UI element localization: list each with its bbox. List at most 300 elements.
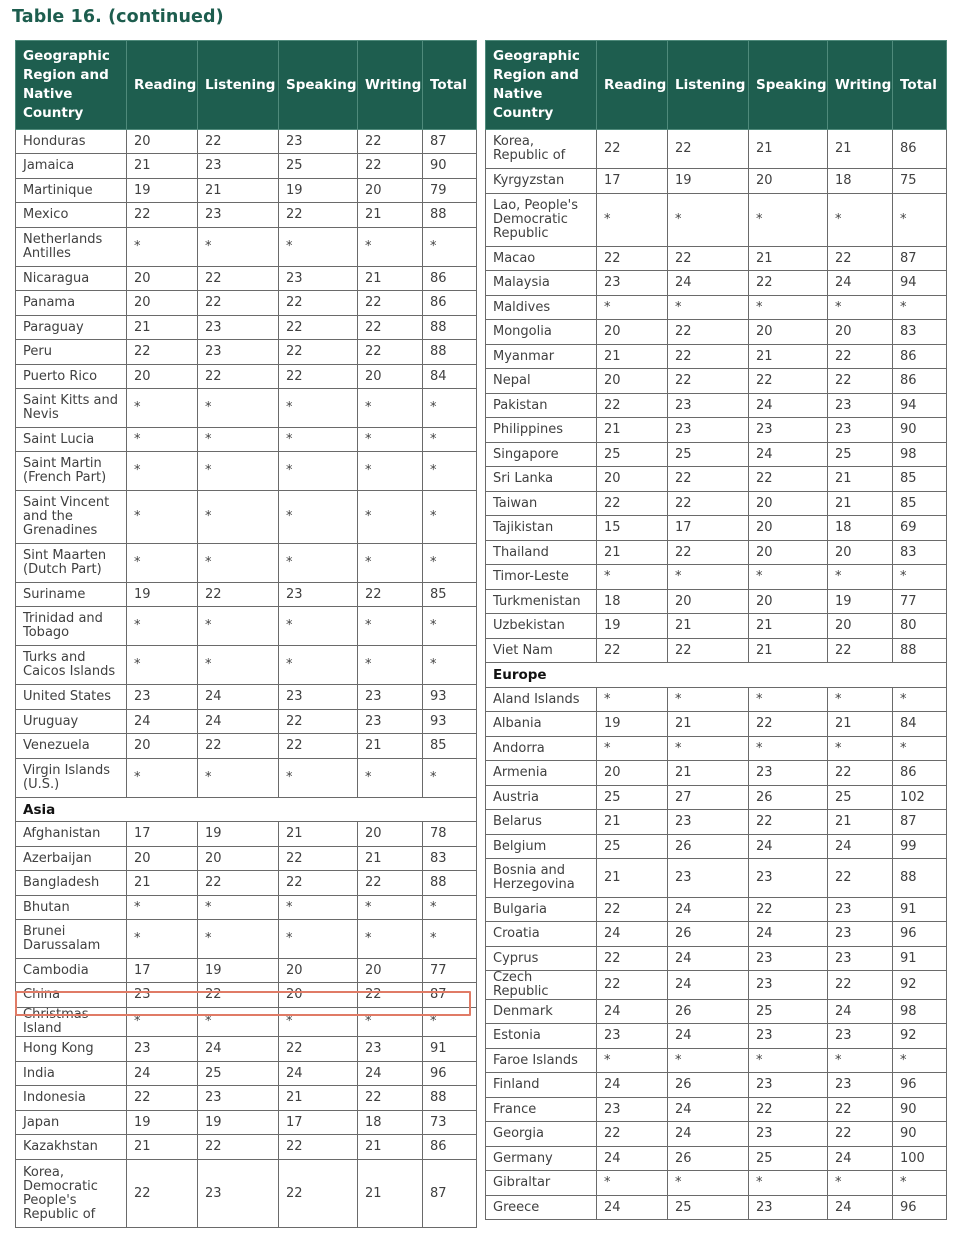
speaking-cell: 22 <box>749 810 828 835</box>
reading-cell: 19 <box>597 614 668 639</box>
speaking-cell: 23 <box>279 130 358 154</box>
table-row <box>16 685 477 710</box>
speaking-cell: * <box>279 646 358 685</box>
table-row <box>16 920 477 959</box>
country-cell: Japan <box>16 1111 127 1135</box>
table-row <box>16 130 477 154</box>
speaking-cell: 20 <box>279 959 358 983</box>
writing-cell: 23 <box>828 418 893 443</box>
country-cell: Viet Nam <box>486 639 597 663</box>
country-cell: Bosnia and Herzegovina <box>486 859 597 898</box>
speaking-cell: * <box>279 389 358 428</box>
writing-cell: * <box>358 896 423 920</box>
listening-cell: 22 <box>668 320 749 345</box>
country-cell: Maldives <box>486 296 597 320</box>
table-row <box>486 541 947 565</box>
speaking-cell: 21 <box>279 822 358 847</box>
table-row <box>486 320 947 345</box>
listening-cell: 19 <box>198 959 279 983</box>
total-cell: 79 <box>423 179 477 203</box>
table-title: Table 16. (continued) <box>12 7 224 27</box>
reading-cell: 20 <box>127 847 198 871</box>
listening-cell: 21 <box>668 761 749 786</box>
total-cell: 85 <box>893 467 947 492</box>
country-cell: Jamaica <box>16 154 127 179</box>
table-row <box>16 710 477 734</box>
writing-cell: 22 <box>828 859 893 898</box>
speaking-cell: 23 <box>749 1196 828 1220</box>
total-cell: 87 <box>893 247 947 271</box>
listening-cell: * <box>668 565 749 590</box>
writing-cell: 22 <box>828 247 893 271</box>
country-cell: Korea, Republic of <box>486 130 597 169</box>
listening-cell: 24 <box>668 1024 749 1049</box>
country-cell: Belgium <box>486 835 597 859</box>
listening-cell: * <box>198 1008 279 1037</box>
listening-cell: * <box>668 1171 749 1196</box>
country-cell: Nepal <box>486 369 597 394</box>
listening-cell: * <box>668 688 749 712</box>
country-cell: Germany <box>486 1147 597 1171</box>
reading-cell: 22 <box>597 639 668 663</box>
total-cell: 87 <box>423 130 477 154</box>
speaking-cell: * <box>279 607 358 646</box>
reading-cell: * <box>127 896 198 920</box>
listening-cell: 19 <box>198 822 279 847</box>
speaking-cell: 21 <box>279 1086 358 1111</box>
total-cell: 93 <box>423 710 477 734</box>
country-cell: Pakistan <box>486 394 597 418</box>
reading-cell: 23 <box>597 271 668 296</box>
speaking-cell: * <box>749 1049 828 1073</box>
writing-cell: 22 <box>828 971 893 1000</box>
writing-cell: * <box>828 737 893 761</box>
total-cell: 92 <box>893 1024 947 1049</box>
country-cell: Aland Islands <box>486 688 597 712</box>
writing-cell: 25 <box>828 443 893 467</box>
table-row <box>16 491 477 544</box>
listening-cell: 19 <box>668 169 749 194</box>
writing-cell: 23 <box>828 1073 893 1098</box>
listening-cell: 22 <box>198 1135 279 1160</box>
reading-cell: * <box>127 1008 198 1037</box>
writing-cell: 22 <box>358 154 423 179</box>
writing-cell: 22 <box>358 983 423 1008</box>
listening-cell: 25 <box>668 443 749 467</box>
listening-cell: * <box>198 607 279 646</box>
total-cell: * <box>893 565 947 590</box>
speaking-cell: * <box>749 296 828 320</box>
listening-cell: 25 <box>668 1196 749 1220</box>
total-cell: 88 <box>423 871 477 896</box>
listening-cell: 23 <box>198 340 279 365</box>
reading-cell: 24 <box>127 710 198 734</box>
speaking-cell: 23 <box>749 1073 828 1098</box>
country-cell: Uzbekistan <box>486 614 597 639</box>
writing-cell: 21 <box>358 267 423 291</box>
writing-cell: 21 <box>358 734 423 759</box>
country-cell: Thailand <box>486 541 597 565</box>
listening-cell: 23 <box>668 418 749 443</box>
reading-cell: 21 <box>597 541 668 565</box>
total-cell: 77 <box>423 959 477 983</box>
country-cell: China <box>16 983 127 1008</box>
total-cell: 86 <box>893 130 947 169</box>
total-cell: 87 <box>423 983 477 1008</box>
table-row <box>486 947 947 971</box>
speaking-cell: 26 <box>749 786 828 810</box>
total-cell: 102 <box>893 786 947 810</box>
country-cell: Estonia <box>486 1024 597 1049</box>
table-row <box>486 590 947 614</box>
reading-cell: * <box>127 920 198 959</box>
total-cell: 85 <box>423 583 477 607</box>
reading-cell: 25 <box>597 443 668 467</box>
listening-cell: 22 <box>198 583 279 607</box>
speaking-cell: 22 <box>279 734 358 759</box>
total-cell: * <box>423 544 477 583</box>
listening-cell: 17 <box>668 516 749 541</box>
speaking-cell: 23 <box>749 971 828 1000</box>
country-cell: Mongolia <box>486 320 597 345</box>
total-cell: 77 <box>893 590 947 614</box>
country-cell: Turkmenistan <box>486 590 597 614</box>
table-row <box>16 228 477 267</box>
header-speaking: Speaking <box>749 41 828 130</box>
speaking-cell: 22 <box>749 1098 828 1122</box>
section-row <box>16 798 477 822</box>
listening-cell: 26 <box>668 922 749 947</box>
country-cell: Bhutan <box>16 896 127 920</box>
reading-cell: 19 <box>127 1111 198 1135</box>
table-row <box>486 810 947 835</box>
total-cell: 88 <box>893 859 947 898</box>
table-row <box>16 179 477 203</box>
table-row <box>486 614 947 639</box>
table-row <box>16 871 477 896</box>
writing-cell: * <box>358 228 423 267</box>
reading-cell: 23 <box>597 1098 668 1122</box>
writing-cell: 22 <box>358 1086 423 1111</box>
table-row <box>486 1147 947 1171</box>
table-row <box>486 922 947 947</box>
speaking-cell: * <box>279 896 358 920</box>
listening-cell: * <box>198 544 279 583</box>
header-country: Geographic Region and Native Country <box>16 41 127 130</box>
table-row <box>486 345 947 369</box>
table-row <box>486 859 947 898</box>
total-cell: 94 <box>893 394 947 418</box>
reading-cell: 20 <box>127 734 198 759</box>
country-cell: Greece <box>486 1196 597 1220</box>
table-row <box>16 1111 477 1135</box>
reading-cell: * <box>127 544 198 583</box>
country-cell: India <box>16 1062 127 1086</box>
speaking-cell: * <box>749 688 828 712</box>
writing-cell: 23 <box>358 685 423 710</box>
table-row <box>16 896 477 920</box>
total-cell: * <box>423 491 477 544</box>
country-cell: Saint Martin (French Part) <box>16 452 127 491</box>
reading-cell: * <box>127 491 198 544</box>
writing-cell: * <box>828 565 893 590</box>
writing-cell: 23 <box>828 947 893 971</box>
writing-cell: * <box>358 1008 423 1037</box>
listening-cell: 24 <box>668 1122 749 1147</box>
speaking-cell: 23 <box>749 947 828 971</box>
table-row <box>16 154 477 179</box>
country-cell: Finland <box>486 1073 597 1098</box>
reading-cell: * <box>127 759 198 798</box>
total-cell: * <box>423 759 477 798</box>
speaking-cell: 19 <box>279 179 358 203</box>
writing-cell: 22 <box>358 291 423 316</box>
reading-cell: 19 <box>597 712 668 737</box>
writing-cell: * <box>828 194 893 247</box>
total-cell: * <box>893 688 947 712</box>
reading-cell: 22 <box>597 971 668 1000</box>
reading-cell: 15 <box>597 516 668 541</box>
total-cell: 78 <box>423 822 477 847</box>
writing-cell: 20 <box>358 365 423 389</box>
country-cell: Lao, People's Democratic Republic <box>486 194 597 247</box>
speaking-cell: 22 <box>279 340 358 365</box>
speaking-cell: 20 <box>749 590 828 614</box>
total-cell: 98 <box>893 1000 947 1024</box>
reading-cell: 22 <box>597 947 668 971</box>
reading-cell: * <box>597 1171 668 1196</box>
table-row <box>16 452 477 491</box>
country-cell: Sri Lanka <box>486 467 597 492</box>
country-cell: Albania <box>486 712 597 737</box>
writing-cell: 21 <box>358 847 423 871</box>
listening-cell: 20 <box>668 590 749 614</box>
country-cell: Gibraltar <box>486 1171 597 1196</box>
table-row <box>16 983 477 1008</box>
writing-cell: 22 <box>828 345 893 369</box>
reading-cell: * <box>127 428 198 452</box>
speaking-cell: 22 <box>279 365 358 389</box>
listening-cell: 23 <box>668 859 749 898</box>
total-cell: 80 <box>893 614 947 639</box>
reading-cell: * <box>127 646 198 685</box>
writing-cell: 23 <box>358 710 423 734</box>
speaking-cell: 20 <box>749 516 828 541</box>
table-row <box>16 1037 477 1062</box>
speaking-cell: 23 <box>279 583 358 607</box>
total-cell: 88 <box>423 340 477 365</box>
country-cell: Myanmar <box>486 345 597 369</box>
listening-cell: * <box>198 896 279 920</box>
speaking-cell: 22 <box>279 1160 358 1228</box>
speaking-cell: 23 <box>749 859 828 898</box>
speaking-cell: 25 <box>749 1000 828 1024</box>
listening-cell: 24 <box>668 947 749 971</box>
country-cell: Panama <box>16 291 127 316</box>
reading-cell: * <box>127 607 198 646</box>
speaking-cell: * <box>279 1008 358 1037</box>
speaking-cell: 24 <box>749 443 828 467</box>
table-row <box>486 737 947 761</box>
country-cell: Kazakhstan <box>16 1135 127 1160</box>
total-cell: 91 <box>893 947 947 971</box>
country-cell: Paraguay <box>16 316 127 340</box>
table-row <box>486 418 947 443</box>
table-row <box>486 1196 947 1220</box>
reading-cell: 20 <box>597 761 668 786</box>
writing-cell: 21 <box>828 467 893 492</box>
total-cell: 86 <box>893 369 947 394</box>
header-listening: Listening <box>668 41 749 130</box>
writing-cell: 22 <box>828 639 893 663</box>
table-row <box>16 583 477 607</box>
table-row <box>486 467 947 492</box>
writing-cell: 22 <box>358 583 423 607</box>
table-row <box>486 835 947 859</box>
writing-cell: 23 <box>828 1024 893 1049</box>
total-cell: 85 <box>423 734 477 759</box>
table-row <box>486 639 947 663</box>
speaking-cell: 20 <box>749 320 828 345</box>
total-cell: 100 <box>893 1147 947 1171</box>
table-row <box>486 271 947 296</box>
table-row <box>16 646 477 685</box>
country-cell: Taiwan <box>486 492 597 516</box>
country-cell: Cambodia <box>16 959 127 983</box>
reading-cell: 22 <box>597 247 668 271</box>
reading-cell: 21 <box>597 859 668 898</box>
total-cell: 83 <box>423 847 477 871</box>
table-row <box>486 786 947 810</box>
listening-cell: 24 <box>668 971 749 1000</box>
writing-cell: 23 <box>828 922 893 947</box>
speaking-cell: 23 <box>279 685 358 710</box>
reading-cell: 24 <box>597 1000 668 1024</box>
listening-cell: * <box>668 737 749 761</box>
speaking-cell: * <box>279 759 358 798</box>
listening-cell: * <box>198 428 279 452</box>
reading-cell: 24 <box>127 1062 198 1086</box>
country-cell: Philippines <box>486 418 597 443</box>
total-cell: 86 <box>423 267 477 291</box>
writing-cell: * <box>828 1049 893 1073</box>
table-row <box>486 130 947 169</box>
listening-cell: 23 <box>198 1086 279 1111</box>
writing-cell: 22 <box>358 340 423 365</box>
listening-cell: 23 <box>668 394 749 418</box>
listening-cell: 24 <box>198 1037 279 1062</box>
speaking-cell: 24 <box>279 1062 358 1086</box>
writing-cell: 20 <box>828 320 893 345</box>
reading-cell: 21 <box>597 810 668 835</box>
writing-cell: 20 <box>828 541 893 565</box>
writing-cell: * <box>828 1171 893 1196</box>
speaking-cell: 24 <box>749 835 828 859</box>
speaking-cell: 22 <box>279 203 358 228</box>
speaking-cell: 20 <box>749 169 828 194</box>
speaking-cell: * <box>279 428 358 452</box>
table-row <box>16 1160 477 1228</box>
table-header-row <box>486 41 947 130</box>
listening-cell: * <box>198 452 279 491</box>
reading-cell: 22 <box>597 394 668 418</box>
total-cell: 96 <box>893 1196 947 1220</box>
listening-cell: 22 <box>198 983 279 1008</box>
reading-cell: 17 <box>127 959 198 983</box>
total-cell: 88 <box>423 203 477 228</box>
table-row <box>16 1008 477 1037</box>
writing-cell: 21 <box>828 810 893 835</box>
listening-cell: 23 <box>198 316 279 340</box>
total-cell: 86 <box>893 345 947 369</box>
reading-cell: 24 <box>597 922 668 947</box>
total-cell: * <box>423 896 477 920</box>
writing-cell: 24 <box>828 835 893 859</box>
country-cell: Indonesia <box>16 1086 127 1111</box>
listening-cell: 22 <box>668 541 749 565</box>
reading-cell: * <box>127 389 198 428</box>
table-row <box>16 291 477 316</box>
writing-cell: 18 <box>828 169 893 194</box>
listening-cell: 24 <box>668 898 749 922</box>
reading-cell: * <box>597 1049 668 1073</box>
speaking-cell: 23 <box>749 418 828 443</box>
reading-cell: 21 <box>597 418 668 443</box>
country-cell: Saint Vincent and the Grenadines <box>16 491 127 544</box>
writing-cell: 22 <box>828 369 893 394</box>
country-cell: Mexico <box>16 203 127 228</box>
speaking-cell: 22 <box>749 898 828 922</box>
listening-cell: * <box>198 646 279 685</box>
table-row <box>486 971 947 1000</box>
writing-cell: * <box>358 389 423 428</box>
table-row <box>16 1135 477 1160</box>
total-cell: * <box>423 428 477 452</box>
reading-cell: 18 <box>597 590 668 614</box>
speaking-cell: 23 <box>279 267 358 291</box>
speaking-cell: 20 <box>749 492 828 516</box>
total-cell: * <box>423 389 477 428</box>
speaking-cell: * <box>279 920 358 959</box>
listening-cell: 26 <box>668 1147 749 1171</box>
speaking-cell: 22 <box>279 871 358 896</box>
table-row <box>486 394 947 418</box>
section-row <box>486 663 947 688</box>
reading-cell: * <box>597 194 668 247</box>
speaking-cell: 22 <box>279 316 358 340</box>
table-row <box>16 544 477 583</box>
table-row <box>486 516 947 541</box>
total-cell: 85 <box>893 492 947 516</box>
listening-cell: 21 <box>668 712 749 737</box>
reading-cell: 22 <box>127 203 198 228</box>
speaking-cell: 20 <box>279 983 358 1008</box>
total-cell: * <box>423 228 477 267</box>
total-cell: 83 <box>893 541 947 565</box>
listening-cell: 22 <box>198 734 279 759</box>
reading-cell: 22 <box>597 492 668 516</box>
listening-cell: 21 <box>198 179 279 203</box>
reading-cell: 20 <box>127 267 198 291</box>
writing-cell: * <box>358 759 423 798</box>
total-cell: 86 <box>423 291 477 316</box>
speaking-cell: * <box>279 491 358 544</box>
writing-cell: 21 <box>828 130 893 169</box>
table-row <box>16 847 477 871</box>
writing-cell: 22 <box>828 1098 893 1122</box>
country-cell: Trinidad and Tobago <box>16 607 127 646</box>
section-label: Europe <box>486 663 947 688</box>
